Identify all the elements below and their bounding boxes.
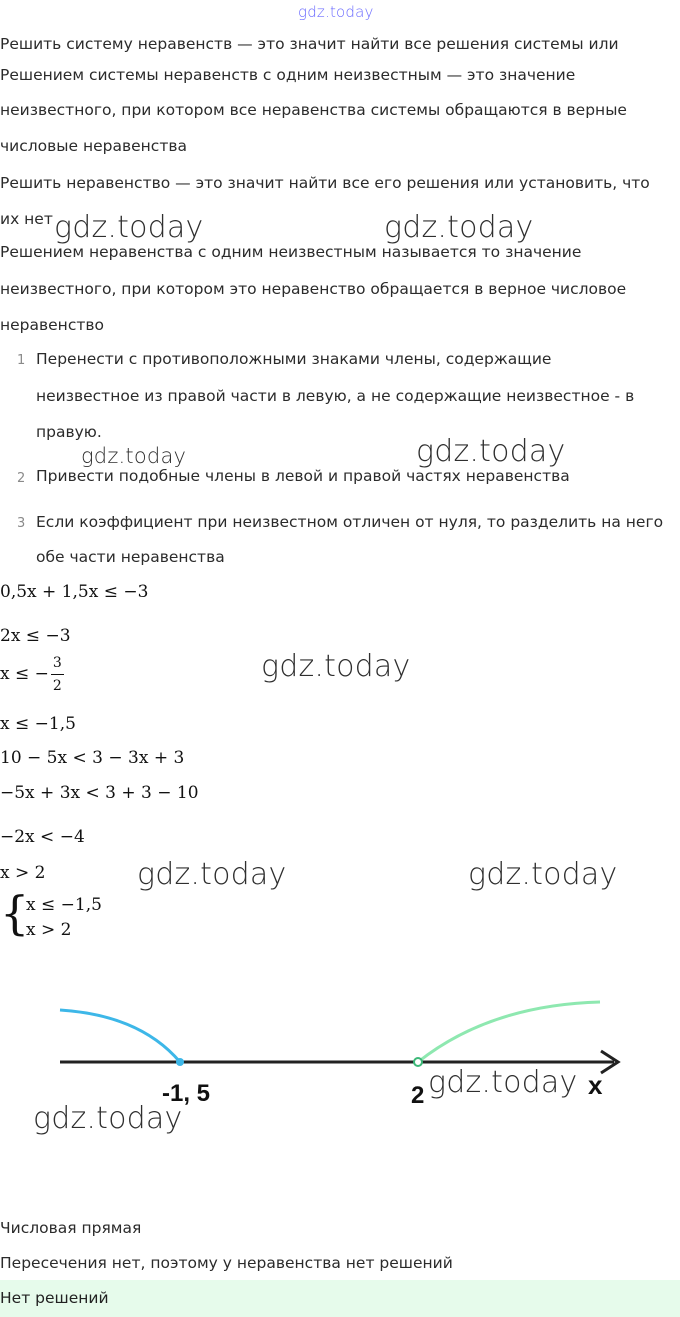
system-brace: {: [0, 886, 30, 940]
axis-label-x: x: [588, 1070, 603, 1100]
watermark: gdz.today: [468, 857, 618, 892]
math-line-6: −5x + 3x < 3 + 3 − 10: [0, 783, 199, 803]
step-text: обе части неравенства: [36, 548, 225, 566]
paragraph-system-definition: Решить систему неравенств — это значит найти все решения системы или: [0, 35, 619, 53]
math-line-3-lhs: x ≤ −: [0, 664, 49, 684]
watermark: gdz.today: [33, 1101, 183, 1136]
math-line-1: 0,5x + 1,5x ≤ −3: [0, 582, 149, 602]
math-line-3: [0, 652, 64, 697]
point-2: [414, 1058, 422, 1066]
watermark: gdz.today: [137, 857, 287, 892]
step-text: Перенести с противоположными знаками члены, содержащие: [36, 350, 552, 368]
step-text: Если коэффициент при неизвестном отличен от нуля, то разделить на него: [36, 513, 664, 531]
step-text: Привести подобные члены в левой и правой частях неравенства: [36, 467, 570, 485]
paragraph-inequality-solution-line3: неравенство: [0, 316, 104, 334]
conclusion-text: Пересечения нет, поэтому у неравенства нет решений: [0, 1254, 453, 1272]
number-line-caption: Числовая прямая: [0, 1219, 142, 1237]
watermark: gdz.today: [428, 1065, 578, 1100]
math-line-5: 10 − 5x < 3 − 3x + 3: [0, 748, 185, 768]
paragraph-system-solution-line3: числовые неравенства: [0, 137, 187, 155]
watermark: gdz.today: [81, 444, 187, 468]
step-text: неизвестное из правой части в левую, а не содержащие неизвестное - в: [36, 387, 635, 405]
watermark-top: gdz.today: [298, 3, 374, 21]
step-number: 3: [17, 516, 26, 531]
watermark: gdz.today: [416, 434, 566, 469]
point-minus-1-5: [176, 1058, 184, 1066]
answer-box: [0, 1280, 680, 1317]
answer-text: Нет решений: [0, 1289, 109, 1307]
left-arc: [60, 1010, 180, 1062]
watermark: gdz.today: [384, 210, 534, 245]
math-line-4: x ≤ −1,5: [0, 714, 76, 734]
math-line-2: 2x ≤ −3: [0, 626, 71, 646]
system-line-2: x > 2: [26, 920, 72, 940]
label-minus-1-5: -1, 5: [162, 1080, 211, 1107]
fraction: [51, 652, 64, 697]
paragraph-system-solution-line1: Решением системы неравенств с одним неизвестным — это значение: [0, 66, 576, 84]
step-text: правую.: [36, 423, 102, 441]
watermark: gdz.today: [261, 649, 411, 684]
step-number: 1: [17, 353, 26, 368]
paragraph-system-solution-line2: неизвестного, при котором все неравенства системы обращаются в верные: [0, 101, 627, 119]
label-2: 2: [411, 1082, 425, 1109]
watermark: gdz.today: [54, 210, 204, 245]
math-line-7: −2x < −4: [0, 827, 85, 847]
fraction-denominator: 2: [52, 678, 62, 694]
math-line-8: x > 2: [0, 863, 46, 883]
paragraph-solve-inequality-line1: Решить неравенство — это значит найти все его решения или установить, что: [0, 174, 650, 192]
system-line-1: x ≤ −1,5: [26, 895, 102, 915]
step-number: 2: [17, 471, 26, 486]
paragraph-solve-inequality-line2: их нет: [0, 210, 53, 228]
right-arc: [418, 1002, 600, 1062]
paragraph-inequality-solution-line2: неизвестного, при котором это неравенство обращается в верное числовое: [0, 280, 627, 298]
paragraph-inequality-solution-line1: Решением неравенства с одним неизвестным называется то значение: [0, 243, 582, 261]
fraction-numerator: 3: [51, 652, 64, 675]
